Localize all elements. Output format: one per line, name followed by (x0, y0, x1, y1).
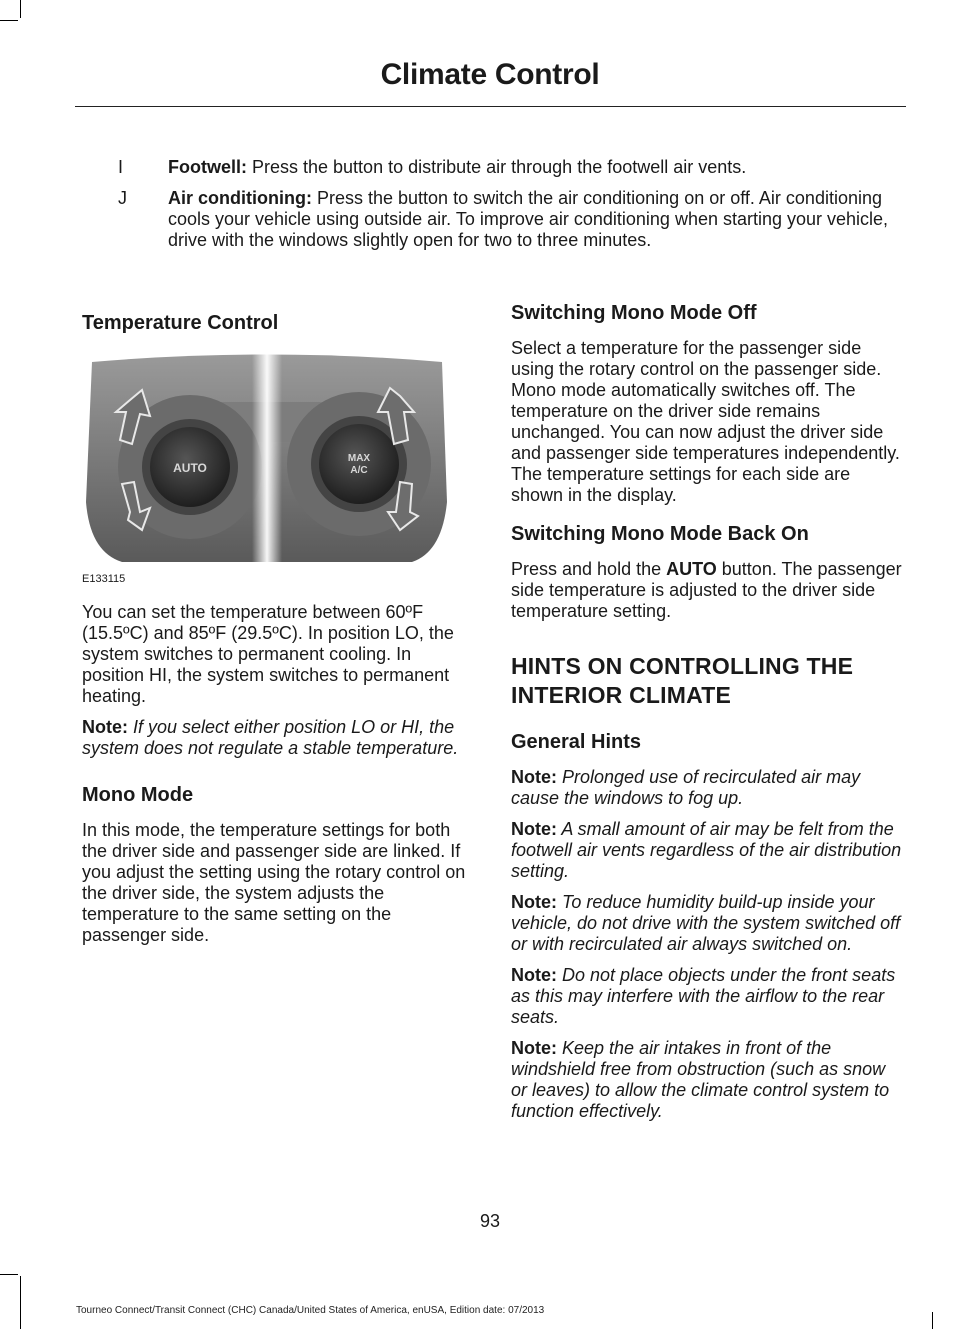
crop-mark (932, 1312, 933, 1329)
note-label: Note: (511, 965, 557, 985)
auto-button-name: AUTO (666, 559, 717, 579)
note-label: Note: (511, 892, 557, 912)
mono-off-text: Select a temperature for the passenger side using the rotary control on the passenger side. Mono mode automatically switches off. The temperature on the driver side remains unchanged. You can now adjust the driver side and passenger side temperatures independently. The temperature settings for each side are shown in the display. (511, 338, 900, 505)
mono-mode-heading: Mono Mode (82, 784, 194, 806)
on-text-post: button. The passenger side temperature is adjusted to the driver side temperature setting. (511, 559, 902, 621)
max-label: MAX (347, 453, 371, 464)
footer-text: Tourneo Connect/Transit Connect (CHC) Canada/United States of America, enUSA, Edition date: 07/2013 (76, 1305, 545, 1316)
temperature-note (82, 717, 474, 759)
mono-on-text (511, 559, 903, 622)
item-body (168, 188, 905, 251)
left-column (82, 311, 474, 335)
note-label: Note: (511, 819, 557, 839)
right-column (511, 301, 903, 1122)
item-term: Footwell: (168, 157, 247, 177)
mono-on-heading: Switching Mono Mode Back On (511, 523, 809, 545)
crop-mark (0, 1274, 18, 1275)
hint-note (511, 965, 903, 1028)
mono-off-heading: Switching Mono Mode Off (511, 302, 757, 324)
note-text: A small amount of air may be felt from the footwell air vents regardless of the air distribution setting. (511, 819, 902, 881)
figure-id: E133115 (82, 573, 126, 585)
ac-label: A/C (350, 465, 368, 476)
note-label: Note: (511, 1038, 557, 1058)
item-term: Air conditioning: (168, 188, 312, 208)
general-hints-heading: General Hints (511, 731, 642, 753)
item-text: Press the button to switch the air conditioning on or off. Air conditioning cools your vehicle using outside air. To improve air conditioning when starting your vehicle, drive with the windows slightly open for two to three minutes. (168, 188, 889, 250)
crop-mark (0, 20, 18, 21)
page-number: 93 (479, 1211, 501, 1231)
note-text: To reduce humidity build-up inside your vehicle, do not drive with the system switched off or with recirculated air always switched on. (511, 892, 901, 954)
auto-label: AUTO (173, 461, 207, 475)
mono-mode-text: In this mode, the temperature settings for both the driver side and passenger side are linked. If you adjust the setting using the rotary control on the driver side, the system adjusts the temperature to the same setting on the passenger side. (82, 820, 466, 945)
hint-note (511, 1038, 903, 1122)
hints-heading-line-2: INTERIOR CLIMATE (511, 682, 731, 708)
hint-note (511, 892, 903, 955)
hint-note (511, 767, 903, 809)
note-text: Prolonged use of recirculated air may cause the windows to fog up. (511, 767, 861, 808)
note-text: If you select either position LO or HI, the system does not regulate a stable temperature. (82, 717, 459, 758)
hint-note (511, 819, 903, 882)
on-text-pre: Press and hold the (511, 559, 667, 579)
item-text: Press the button to distribute air through the footwell air vents. (247, 157, 747, 177)
note-text: Do not place objects under the front seats as this may interfere with the airflow to the rear seats. (511, 965, 896, 1027)
hints-heading (511, 652, 903, 710)
hints-heading-line-1: HINTS ON CONTROLLING THE (511, 653, 854, 679)
item-letter: I (118, 157, 124, 177)
left-column-text (82, 602, 474, 946)
crop-mark (20, 0, 21, 18)
crop-mark (20, 1276, 21, 1329)
temperature-control-heading: Temperature Control (82, 312, 279, 334)
climate-panel-figure (82, 352, 452, 572)
note-text: Keep the air intakes in front of the windshield free from obstruction (such as snow or leaves) to allow the climate control system to function effectively. (511, 1038, 890, 1121)
page-title: Climate Control (380, 58, 600, 91)
title-rule (75, 106, 906, 107)
climate-panel-illustration (82, 352, 452, 572)
list-item-footwell (75, 157, 905, 178)
note-label: Note: (82, 717, 128, 737)
item-body (168, 157, 905, 178)
temperature-text: You can set the temperature between 60ºF (15.5ºC) and 85ºF (29.5ºC). In position LO, the system switches to permanent cooling. In position HI, the system switches to permanent heating. (82, 602, 454, 706)
list-item-air-conditioning (75, 188, 905, 251)
item-letter: J (118, 188, 127, 208)
note-label: Note: (511, 767, 557, 787)
